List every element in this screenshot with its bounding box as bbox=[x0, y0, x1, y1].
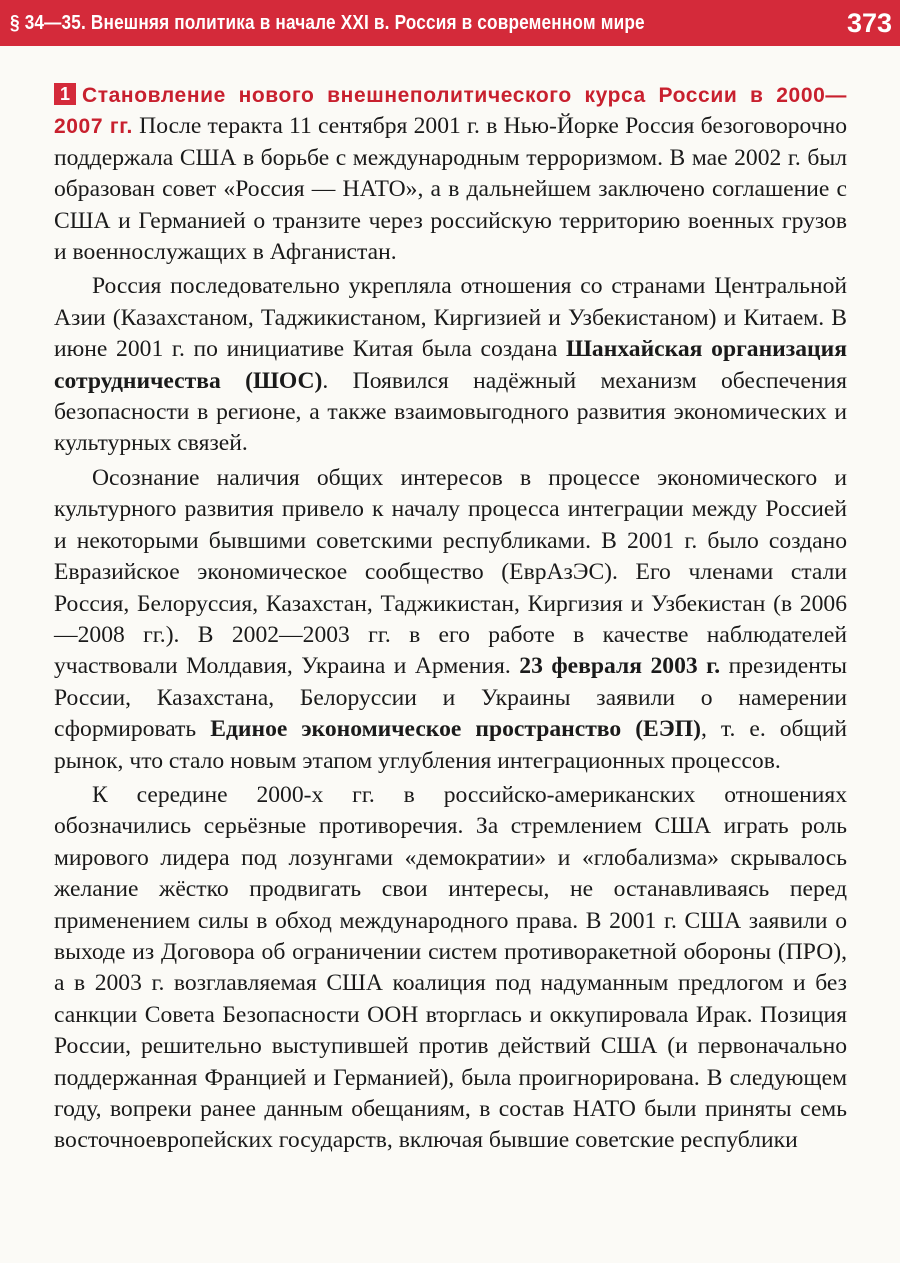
paragraph-3-text-c: , т. е. общий рынок, что стало новым этапом углубления интеграционных процессов. bbox=[54, 716, 847, 774]
paragraph-4-text: К середине 2000-х гг. в российско-американских отношениях обозначились серьёзные противоречия. За стремлением США играть роль мирового лидера под лозунгами «демократии» и «глобализма» скрывалось желание жёстко продвигать свои интересы, не останавливаясь перед применением силы в обход международного права. В 2001 г. США заявили о выходе из Договора об ограничении систем противоракетной обороны (ПРО), а в 2003 г. возглавляемая США коалиция под надуманным предлогом и без санкции Совета Безопасности ООН вторглась и оккупировала Ирак. Позиция России, решительно выступившей против действий США (и первоначально поддержанная Францией и Германией), была проигнорирована. В следующем году, вопреки ранее данным обещаниям, в состав НАТО были приняты семь восточноевропейских государств, включая бывшие советские республики bbox=[54, 781, 847, 1154]
paragraph-2-text-a: Россия последовательно укрепляла отношения со странами Центральной Азии (Казахстаном, Таджикистаном, Киргизией и Узбекистаном) и Китаем. В июне 2001 г. по инициативе Китая была создана bbox=[54, 273, 847, 363]
chapter-title: § 34—35. Внешняя политика в начале XXI в. Россия в современном мире bbox=[10, 11, 645, 34]
paragraph-3 bbox=[54, 463, 847, 777]
paragraph-2 bbox=[54, 271, 847, 459]
paragraph-1-text: После теракта 11 сентября 2001 г. в Нью-Йорке Россия безоговорочно поддержала США в борьбе с международным терроризмом. В мае 2002 г. был образован совет «Россия — НАТО», а в дальнейшем заключено соглашение с США и Германией о транзите через российскую территорию военных грузов и военнослужащих в Афганистан. bbox=[54, 113, 848, 266]
sco-term: Шанхайская организация сотрудничества (ШОС) bbox=[54, 336, 847, 394]
section-title: Становление нового внешнеполитического курса России в 2000—2007 гг. bbox=[54, 84, 847, 139]
page-body bbox=[54, 80, 847, 1160]
section-number-badge: 1 bbox=[54, 83, 76, 105]
paragraph-3-text-b: президенты России, Казахстана, Белоруссии и Украины заявили о намерении сформировать bbox=[54, 653, 848, 743]
paragraph-3-text-a: Осознание наличия общих интересов в процессе экономического и культурного развития привело к началу процесса интеграции между Россией и некоторыми бывшими советскими республиками. В 2001 г. было создано Евразийское экономическое сообщество (ЕврАзЭС). Его членами стали Россия, Белоруссия, Казахстан, Таджикистан, Киргизия и Узбекистан (в 2006—2008 гг.). В 2002—2003 гг. в его работе в качестве наблюдателей участвовали Молдавия, Украина и Армения. bbox=[54, 464, 847, 680]
paragraph-1 bbox=[54, 80, 847, 268]
page-number: 373 bbox=[846, 7, 892, 38]
page-header bbox=[0, 0, 900, 46]
ees-term: Единое экономическое пространство (ЕЭП) bbox=[210, 716, 701, 743]
paragraph-2-text-b: . Появился надёжный механизм обеспечения безопасности в регионе, а также взаимовыгодного развития экономических и культурных связей. bbox=[54, 367, 847, 457]
paragraph-4 bbox=[54, 780, 847, 1157]
date-term: 23 февраля 2003 г. bbox=[519, 653, 721, 680]
